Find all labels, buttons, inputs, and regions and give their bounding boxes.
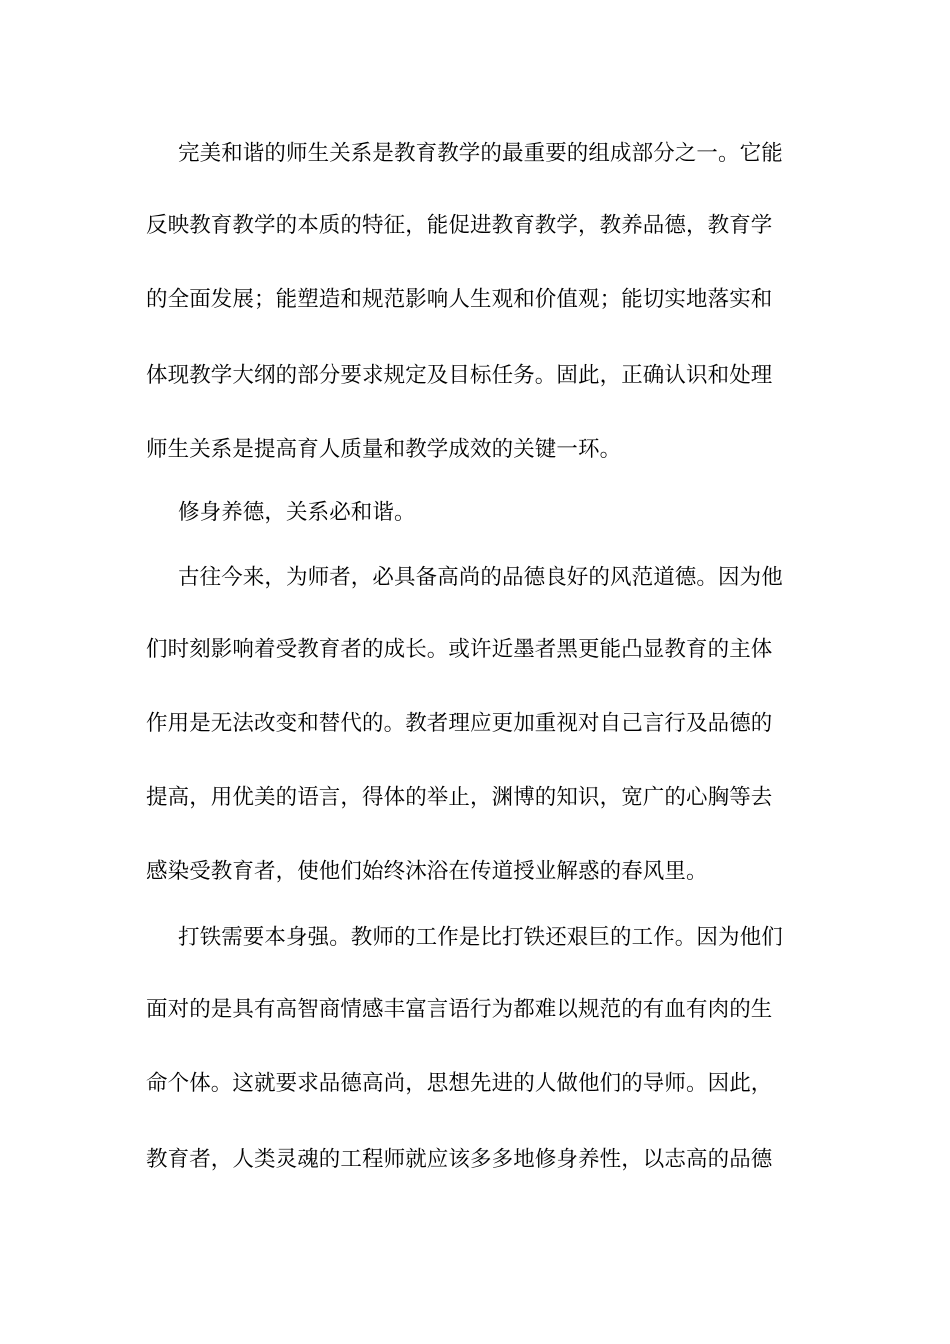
text-line-1: 完美和谐的师生关系是教育教学的最重要的组成部分之一。它能 (178, 141, 783, 166)
text-line-14: 命个体。这就要求品德高尚，思想先进的人做他们的导师。因此， (146, 1071, 773, 1096)
text-line-9: 作用是无法改变和替代的。教者理应更加重视对自己言行及品德的 (146, 711, 773, 736)
text-line-4: 体现教学大纲的部分要求规定及目标任务。固此，正确认识和处理 (146, 363, 773, 388)
text-line-7: 古往今来，为师者，必具备高尚的品德良好的风范道德。因为他 (178, 565, 783, 590)
text-line-13: 面对的是具有高智商情感丰富言语行为都难以规范的有血有肉的生 (146, 997, 773, 1022)
text-line-6: 修身养德，关系必和谐。 (178, 500, 416, 525)
text-line-2: 反映教育教学的本质的特征，能促进教育教学，教养品德，教育学 (146, 213, 773, 238)
text-line-5: 师生关系是提高育人质量和教学成效的关键一环。 (146, 437, 622, 462)
text-line-11: 感染受教育者，使他们始终沐浴在传道授业解惑的春风里。 (146, 859, 708, 884)
text-line-3: 的全面发展；能塑造和规范影响人生观和价值观；能切实地落实和 (146, 287, 773, 312)
text-line-8: 们时刻影响着受教育者的成长。或许近墨者黑更能凸显教育的主体 (146, 637, 773, 662)
text-line-15: 教育者，人类灵魂的工程师就应该多多地修身养性，以志高的品德 (146, 1147, 773, 1172)
text-line-10: 提高，用优美的语言，得体的举止，渊博的知识，宽广的心胸等去 (146, 785, 773, 810)
text-line-12: 打铁需要本身强。教师的工作是比打铁还艰巨的工作。因为他们 (178, 925, 783, 950)
